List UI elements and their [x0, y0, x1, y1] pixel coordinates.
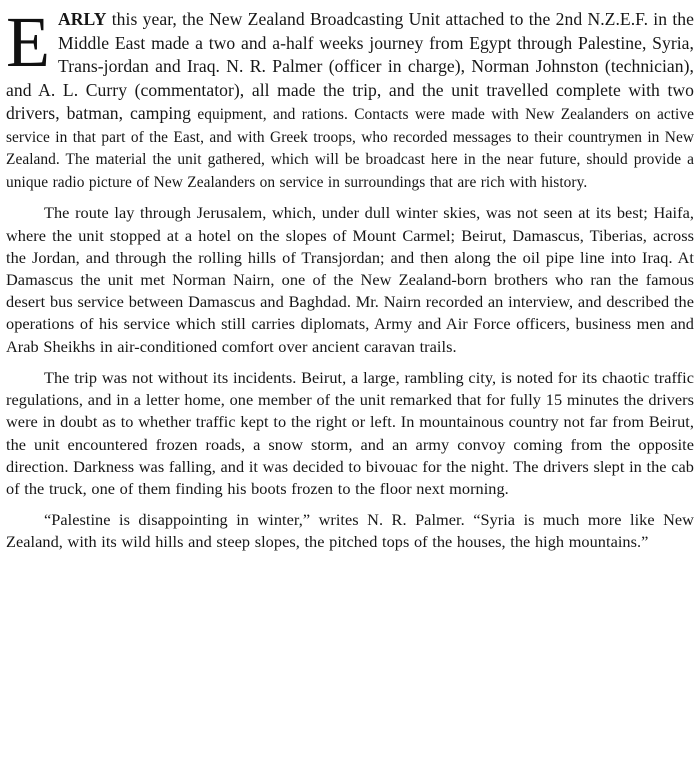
intro-text-large: this year, the New Zealand Broadcasting Unit attached to the 2nd N.Z.E.F. in the Middle East made a two and a-half weeks journey from Egypt through Palestine, Syria, Trans-jordan and Iraq. N. R. Palmer (officer in charge), Norman Johnston (technician), and A. L. Curry (commentator), all made the trip, and the unit travelled complete with two drivers, batman, camping [6, 9, 694, 124]
lead-word: ARLY [58, 9, 107, 29]
paragraph-intro [6, 2, 694, 193]
paragraph-incidents: The trip was not without its incidents. Beirut, a large, rambling city, is noted for its chaotic traffic regulations, and in a letter home, one member of the unit remarked that for fully 15 minutes the drivers were in doubt as to whether traffic kept to the right or left. In mountainous country not far from Beirut, the unit encountered frozen roads, a snow storm, and an army convoy coming from the opposite direction. Darkness was falling, and it was decided to bivouac for the night. The drivers slept in the cab of the truck, one of them finding his boots frozen to the floor next morning. [6, 367, 694, 498]
paragraph-quote: “Palestine is disappointing in winter,” writes N. R. Palmer. “Syria is much more like New Zealand, with its wild hills and steep slopes, the pitched tops of the houses, the high mountains.” [6, 510, 694, 552]
article-body [6, 2, 694, 554]
paragraph-route: The route lay through Jerusalem, which, under dull winter skies, was not seen at its best; Haifa, where the unit stopped at a hotel on the slopes of Mount Carmel; Beirut, Damascus, Tiberias, across the Jordan, and through the rolling hills of Transjordan; and then along the oil pipe line into Iraq. At Damascus the unit met Norman Nairn, one of the New Zealand-born brothers who ran the famous desert bus service between Damascus and Baghdad. Mr. Nairn recorded an interview, and described the operations of his service which still carries diplomats, Army and Air Force officers, business men and Arab Sheikhs in air-conditioned comfort over ancient caravan trails. [6, 203, 694, 356]
intro-text-small: equipment, and rations. Contacts were made with New Zealanders on active service in that part of the East, and with Greek troops, who recorded messages to their countrymen in New Zealand. The material the unit gathered, which will be broadcast here in the near future, should provide a unique radio picture of New Zealanders on service in surroundings that are rich with history. [6, 106, 694, 191]
drop-cap: E [6, 2, 51, 82]
